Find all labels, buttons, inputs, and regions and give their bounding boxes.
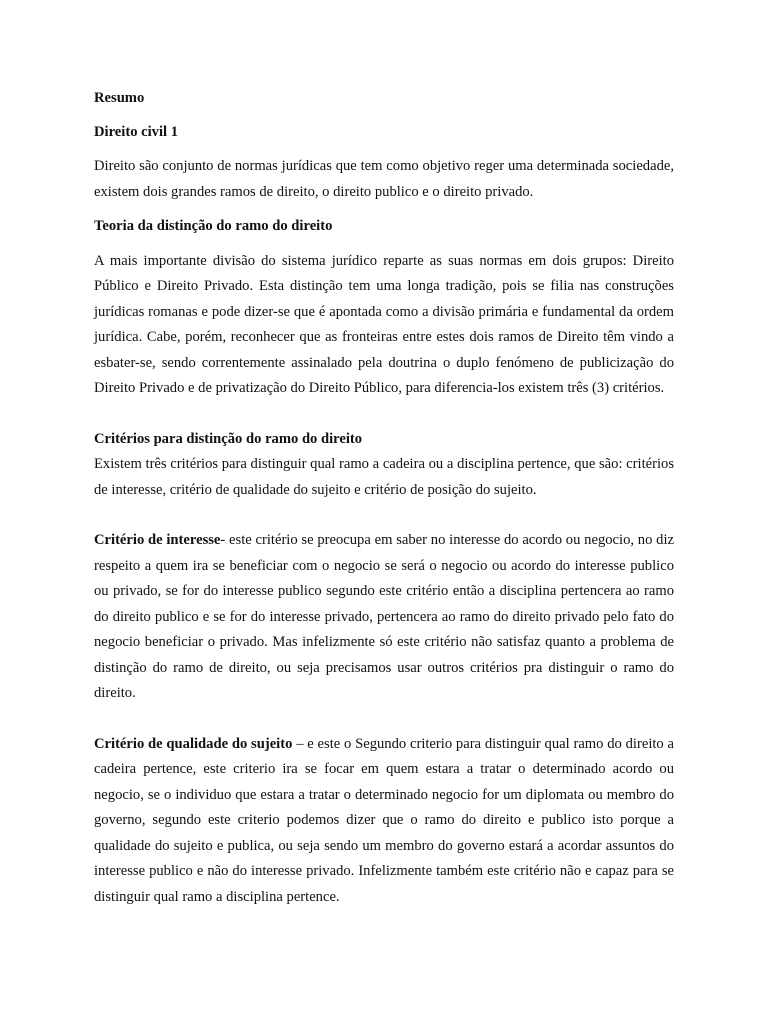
document-subtitle: Direito civil 1 — [94, 123, 179, 140]
teoria-paragraph: A mais importante divisão do sistema jurídico reparte as suas normas em dois grupos: Direito Público e Direito Privado. Esta distinção tem uma longa tradição, pois se filia nas construções jurídicas romanas e pode dizer-se que é apontada como a divisão primária e fundamental da ordem jurídica. Cabe, porém, reconhecer que as fronteiras entre estes dois ramos de Direito têm vindo a esbater-se, sendo correntemente assinalado pela doutrina o duplo fenómeno de publicização do Direito Privado e de privatização do Direito Público, para diferencia-los existem três (3) critérios. — [94, 252, 674, 396]
section-heading-teoria: Teoria da distinção do ramo do direito — [94, 218, 333, 234]
document-title: Resumo — [94, 90, 145, 106]
criterio-qualidade-paragraph — [94, 732, 674, 911]
criterio-interesse-text: - este critério se preocupa em saber no interesse do acordo ou negocio, no diz respeito a quem ira se beneficiar com o negocio se será o negocio ou acordo do interesse publico ou privado, se for do interesse publico segundo este critério então a disciplina pertencera ao ramo do direito publico e se for do interesse privado, pertencera ao ramo do direito privado pelo fato do negocio beneficiar o privado. Mas infelizmente só este critério não satisfaz quanto a problema de distinção do ramo de direito, ou seja precisamos usar outros critérios pra distinguir o ramo do direito. — [94, 532, 674, 701]
section-heading-criterios: Critérios para distinção do ramo do direito — [94, 430, 363, 447]
intro-paragraph: Direito são conjunto de normas jurídicas que tem como objetivo reger uma determinada sociedade, existem dois grandes ramos de direito, o direito publico e o direito privado. — [94, 158, 674, 200]
criterio-interesse-paragraph — [94, 528, 674, 707]
criterios-paragraph: Existem três critérios para distinguir qual ramo a cadeira ou a disciplina pertence, que são: critérios de interesse, critério de qualidade do sujeito e critério de posição do sujeito. — [94, 456, 674, 498]
document-page — [94, 86, 674, 910]
criterio-interesse-term: Critério de interesse — [94, 532, 221, 548]
criterio-qualidade-text: – e este o Segundo criterio para distinguir qual ramo do direito a cadeira pertence, este criterio ira se focar em quem estara a tratar o determinado acordo ou negocio, se o individuo que estara a tratar o determinado negocio for um diplomata ou membro do governo, segundo este criterio podemos dizer que o ramo do direito e publico isto porque a qualidade do sujeito e publica, ou seja sendo um membro do governo estará a acordar assuntos do interesse publico e não do interesse privado. Infelizmente também este critério não e capaz para se distinguir qual ramo a disciplina pertence. — [94, 735, 674, 905]
criterio-qualidade-term: Critério de qualidade do sujeito — [94, 735, 293, 752]
